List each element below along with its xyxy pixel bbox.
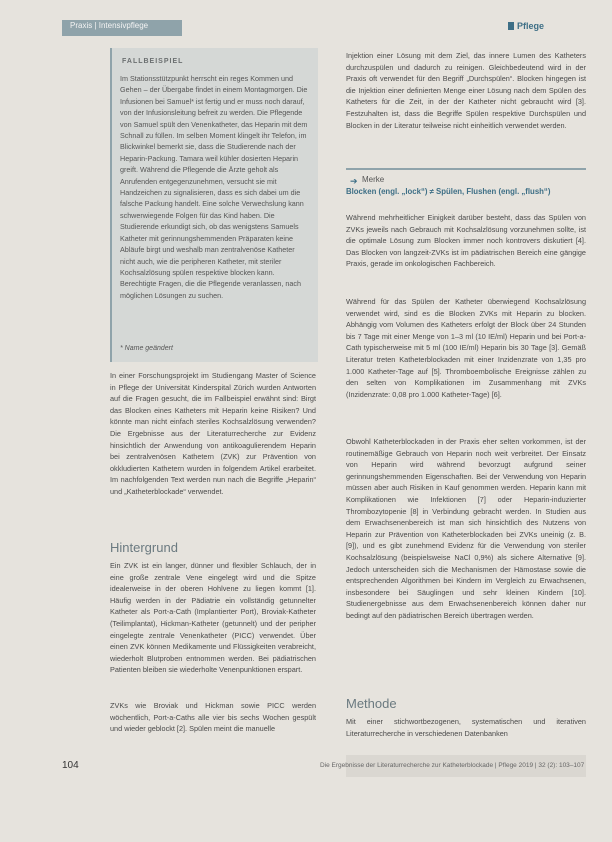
left-intro: In einer Forschungsprojekt im Studiengang Master of Science in Pflege der Universität Kinderspital Zürich wurden Antworten auf die Fragen gesucht, die im Fallbeispiel erwähnt sind: Birgt das Blocken eines Katheters mit Heparin keine Risiken? Und könnte man nicht einfach steriles Kochsalzlösung verwenden? Die Ergebnisse aus der Literaturrecherche zur Evidenz hinsichtlich der Anwendung von antikoagulierendem Heparin bei zentralvenösen Kathetern (ZVK) zur Prävention von okkludierten Kathetern wurden in folgendem Artikel erarbeitet. Im nachfolgenden Text werden nun nach die Begriffe „Heparin“ und „Katheterblockade“ verwendet.: [110, 371, 316, 496]
case-title: FALLBEISPIEL: [122, 58, 184, 65]
heading-hintergrund: Hintergrund: [110, 540, 178, 555]
left-body-1: Ein ZVK ist ein langer, dünner und flexibler Schlauch, der in eine große zentrale Vene eingelegt wird und die Spitze idealerweise in der oberen Hohlvene zu liegen kommt [1]. Häufig werden in der Pädiatrie ein vollständig getunnelter Katheter als Port-a-Cath (Implantierter Port), Broviak-Katheter (Teilimplantat), Hickman-Katheter (getunnelt) und der peripher eingelegte zentrale Venenkatheter (PICC) verwendet. Über einen ZVK können Medikamente und Flüssigkeiten verabreicht, wiederholt Blutproben entnommen werden. Bei pädiatrischen Patienten bleiben sie wiederholte Venenpunktionen erspart.: [110, 561, 316, 675]
right-p1: Während mehrheitlicher Einigkeit darüber besteht, dass das Spülen von ZVKs jeweils nach Gebrauch mit Kochsalzlösung vorzunehmen sollte, ist die optimale Lösung zum Blocken immer noch kontrovers diskutiert [4]. Das Blocken von langzeit-ZVKs ist im pädiatrischen Bereich eine gängige Praxis, gerade im onkologischen Fachbereich.: [346, 213, 586, 269]
merke-divider: [346, 168, 586, 170]
right-p4: Mit einer stichwortbezogenen, systematischen und iterativen Literaturrecherche in verschiedenen Datenbanken: [346, 717, 586, 738]
left-body-2: ZVKs wie Broviak und Hickman sowie PICC werden wöchentlich, Port-a-Caths alle vier bis sechs Wochen gespült und wieder geblockt [2]. Spülen meint die manuelle: [110, 701, 316, 734]
brand-logo: [508, 21, 544, 31]
right-p3: Obwohl Katheterblockaden in der Praxis eher selten vorkommen, ist der routinemäßige Gebrauch von Heparin noch weit verbreitet. Der Einsatz von Heparin wird während bevorzugt aufgrund seiner gerinnungshemmenden Eigenschaften. Bei der Verwendung von Heparin müssen aber auch Risiken in Kauf genommen werden. Heparin kann mit Komplikationen wie Infektionen [7] oder Heparin-induzierter Thrombozytopenie [8] in Verbindung gebracht werden. In Studien aus dem Erwachsenenbereich ist man sich hinsichtlich des Nutzens von Heparin zur Prävention von Katheterblockaden bei ZVKs uneinig (z. B. [9]), und es gibt zunehmend Evidenz für die Verwendung von steriler Kochsalzlösung (beispielsweise NaCl 0,9%) als sichere Alternative [9]. Jedoch unterscheiden sich die Mechanismen der Hämostase sowie die entsprechenden Algorithmen bei Kindern im Vergleich zu Erwachsenen, insbesondere bei Säuglingen und sehr kleinen Kindern [10]. Studienergebnisse aus dem Erwachsenenbereich können daher nur bedingt auf den pädiatrischen Bereich übertragen werden.: [346, 437, 586, 620]
merke-arrow-icon: ➔: [350, 176, 358, 186]
brand-name: Pflege: [517, 21, 545, 31]
brand-icon: [508, 22, 514, 30]
page-number: 104: [62, 760, 79, 771]
section-label: Praxis | Intensivpflege: [70, 21, 149, 30]
right-top: Injektion einer Lösung mit dem Ziel, das innere Lumen des Katheters durchzuspülen und dadurch zu reinigen. Gleichbedeutend wird in der Praxis oft verwendet für den Begriff „Durchspülen“. Blocken hingegen ist die Injektion einer definierten Menge einer Lösung nach dem Spülen des Katheters für die Zeit, in der der Katheter nicht gebraucht wird [3]. Festzuhalten ist, dass die Begriffe Spülen respektive Durchspülen und Blocken in der Literatur teilweise nicht einheitlich verwendet werden.: [346, 51, 586, 130]
right-p2: Während für das Spülen der Katheter überwiegend Kochsalzlösung verwendet wird, sind es die Blocken ZVKs mit Heparin zu blocken. Abhängig vom Volumen des Katheters erfolgt der Block über 24 Stunden bis 7 Tage mit einer Menge von 1–3 ml (10 IE/ml) Heparin und bei Port-a-Cath typischerweise mit 5 ml (100 IE/ml) Heparin bis 30 Tage [3]. Gemäß Literatur treten Katheterblockaden mit einer Inzidenzrate von 1,35 pro 1.000 Katheter-Tage auf [5]. Thromboembolische Ereignisse zählen zu den selten von Komplikationen im Zusammenhang mit ZVKs (Inzidenzrate: 0,08 pro 1.000 Katheter-Tage) [6].: [346, 297, 586, 399]
case-note: * Name geändert: [120, 345, 173, 352]
heading-methode: Methode: [346, 696, 397, 711]
footer-reference: Die Ergebnisse der Literaturrecherche zur Katheterblockade | Pflege 2019 | 32 (2): 103–107: [320, 762, 585, 769]
merke-text: Blocken (engl. „lock“) ≠ Spülen, Flushen (engl. „flush“): [346, 187, 551, 196]
merke-label: Merke: [362, 175, 385, 184]
case-text: Im Stationsstützpunkt herrscht ein reges Kommen und Gehen – der Übergabe findet in einem Montagmorgen. Die Infusionen bei Samuel* ist fertig und er muss noch darauf, von der Infusionsleitung befreit zu werden. Die Pflegende von Samuel spült den Venenkatheter, das Heparin mit dem Schnall zu füllen. Im selben Moment klingelt ihr Telefon, im Blickwinkel bemerkt sie, dass die Studierende nach der Heparin-Packung. Tamara weil kühler dosierten Heparin greift. Während die Pflegende die Ärzte geholt als Anrufenden entgegenzunehmen, versucht sie mit Handzeichen zu signalisieren, dass es sich dabei um die falsche Packung handelt. Eine solche Verwechslung kann schwerwiegende Folgen für das Kind haben. Die Studierende erkundigt sich, ob das wenigstens Samuels Katheter mit gerinnungshemmenden Präparaten keine Abläufe birgt und weshalb man zentralvenöse Katheter nicht auch, wie die peripheren Katheter, mit steriler Kochsalzlösung spülen respektive blocken kann. Berechtigte Fragen, die die Pflegende veranlassen, nach möglichen Lösungen zu suchen.: [120, 74, 308, 300]
